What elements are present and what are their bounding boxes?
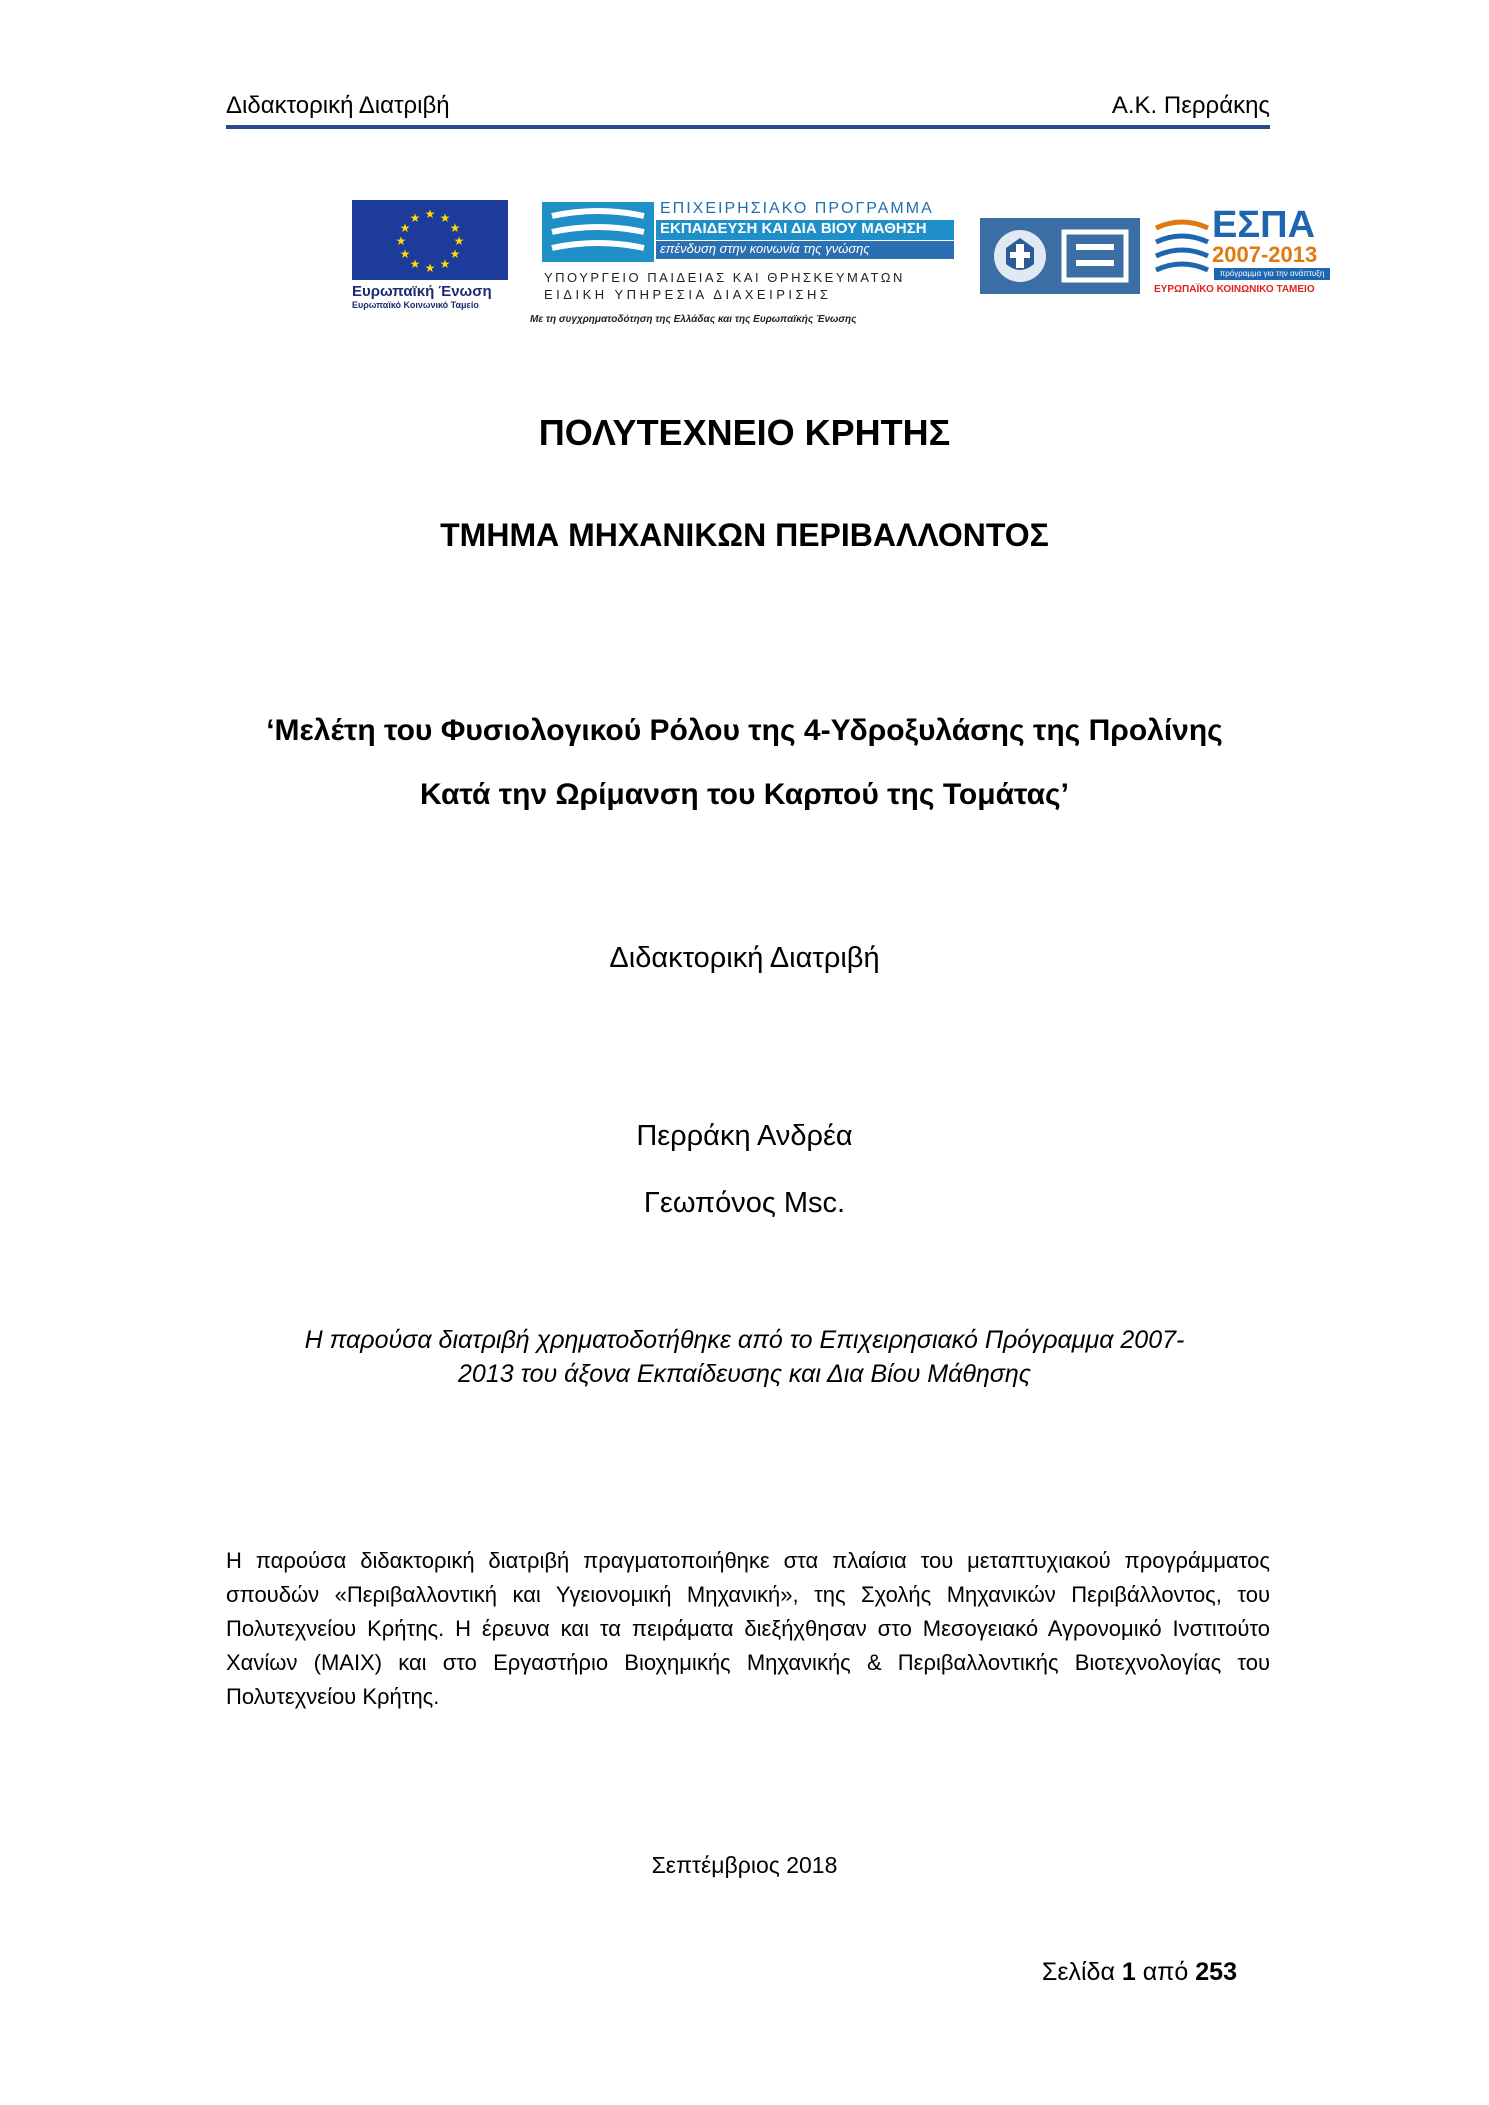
thesis-title-line1: ‘Μελέτη του Φυσιολογικού Ρόλου της 4-Υδροξυλάσης της Προλίνης xyxy=(266,714,1223,747)
page-prefix: Σελίδα xyxy=(1041,1958,1115,1986)
university-name: ΠΟΛΥΤΕΧΝΕΙΟ ΚΡΗΤΗΣ xyxy=(538,412,951,453)
svg-text:★: ★ xyxy=(409,211,421,225)
espa-fund: ΕΥΡΩΠΑΪΚΟ ΚΟΙΝΩΝΙΚΟ ΤΑΜΕΙΟ xyxy=(1154,284,1315,295)
funding-note-line2: 2013 του άξονα Εκπαίδευσης και Δια Βίου Μάθησης xyxy=(458,1360,1031,1388)
funding-logos-banner xyxy=(352,198,1352,338)
svg-text:★: ★ xyxy=(409,257,421,271)
ministry-line1: ΥΠΟΥΡΓΕΙΟ ΠΑΙΔΕΙΑΣ ΚΑΙ ΘΡΗΣΚΕΥΜΑΤΩΝ xyxy=(544,270,905,285)
program-line1: ΕΠΙΧΕΙΡΗΣΙΑΚΟ ΠΡΟΓΡΑΜΜΑ xyxy=(660,200,934,217)
espa-logo xyxy=(1152,204,1332,308)
svg-text:★: ★ xyxy=(424,261,436,275)
svg-text:★: ★ xyxy=(449,247,461,261)
greek-state-efet-logo xyxy=(980,218,1140,294)
eu-logo xyxy=(352,200,508,318)
running-header-title: Διδακτορική Διατριβή xyxy=(226,92,450,119)
education-program-logo xyxy=(530,198,962,338)
header-rule xyxy=(226,125,1270,129)
program-line3: επένδυση στην κοινωνία της γνώσης xyxy=(656,241,954,259)
svg-text:★: ★ xyxy=(395,234,407,248)
department-name: ΤΜΗΜΑ ΜΗΧΑΝΙΚΩΝ ΠΕΡΙΒΑΛΛΟΝΤΟΣ xyxy=(440,517,1049,553)
svg-text:★: ★ xyxy=(439,211,451,225)
svg-text:★: ★ xyxy=(453,234,465,248)
svg-text:★: ★ xyxy=(449,221,461,235)
thesis-description: Η παρούσα διδακτορική διατριβή πραγματοποιήθηκε στα πλαίσια του μεταπτυχιακού προγράμματος σπουδών «Περιβαλλοντική και Υγειονομική Μηχανική», της Σχολής Μηχανικών Περιβάλλοντος, του Πολυτεχνείου Κρήτης. Η έρευνα και τα πειράματα διεξήχθησαν στο Μεσογειακό Αγρονομικό Ινστιτούτο Χανίων (ΜΑΙΧ) και στο Εργαστήριο Βιοχημικής Μηχανικής & Περιβαλλοντικής Βιοτεχνολογίας του Πολυτεχνείου Κρήτης. xyxy=(226,1548,1270,1709)
program-book-icon xyxy=(542,202,654,262)
eu-name: Ευρωπαϊκή Ένωση xyxy=(352,283,492,300)
espa-waves-icon xyxy=(1152,214,1210,274)
page-current: 1 xyxy=(1121,1958,1136,1986)
page-number xyxy=(1042,1958,1237,1987)
thesis-title-line2: Κατά την Ωρίμανση του Καρπού της Τομάτας’ xyxy=(420,778,1069,811)
eu-social-fund: Ευρωπαϊκό Κοινωνικό Ταμείο xyxy=(352,300,479,310)
espa-years: 2007-2013 xyxy=(1212,242,1318,267)
page-of: από xyxy=(1142,1958,1189,1986)
espa-tagline: πρόγραμμα για την ανάπτυξη xyxy=(1214,268,1330,280)
svg-text:★: ★ xyxy=(399,247,411,261)
ministry-line2: ΕΙΔΙΚΗ ΥΠΗΡΕΣΙΑ ΔΙΑΧΕΙΡΙΣΗΣ xyxy=(544,287,832,302)
svg-text:★: ★ xyxy=(399,221,411,235)
document-type: Διδακτορική Διατριβή xyxy=(609,942,880,974)
espa-name: ΕΣΠΑ xyxy=(1212,204,1316,246)
running-header-author: Α.Κ. Περράκης xyxy=(1111,92,1270,119)
page-total: 253 xyxy=(1195,1958,1237,1986)
author-degree: Γεωπόνος Msc. xyxy=(643,1187,846,1219)
svg-text:★: ★ xyxy=(424,207,436,221)
svg-text:★: ★ xyxy=(439,257,451,271)
submission-date: Σεπτέμβριος 2018 xyxy=(651,1852,838,1878)
eu-flag-icon xyxy=(352,200,508,280)
funding-note-line1: Η παρούσα διατριβή χρηματοδοτήθηκε από το Επιχειρησιακό Πρόγραμμα 2007- xyxy=(304,1326,1185,1354)
program-line2: ΕΚΠΑΙΔΕΥΣΗ ΚΑΙ ΔΙΑ ΒΙΟΥ ΜΑΘΗΣΗ xyxy=(656,220,954,240)
cofinance-caption: Με τη συγχρηματοδότηση της Ελλάδας και της Ευρωπαϊκής Ένωσης xyxy=(530,314,857,325)
author-name: Περράκη Ανδρέα xyxy=(636,1120,853,1152)
